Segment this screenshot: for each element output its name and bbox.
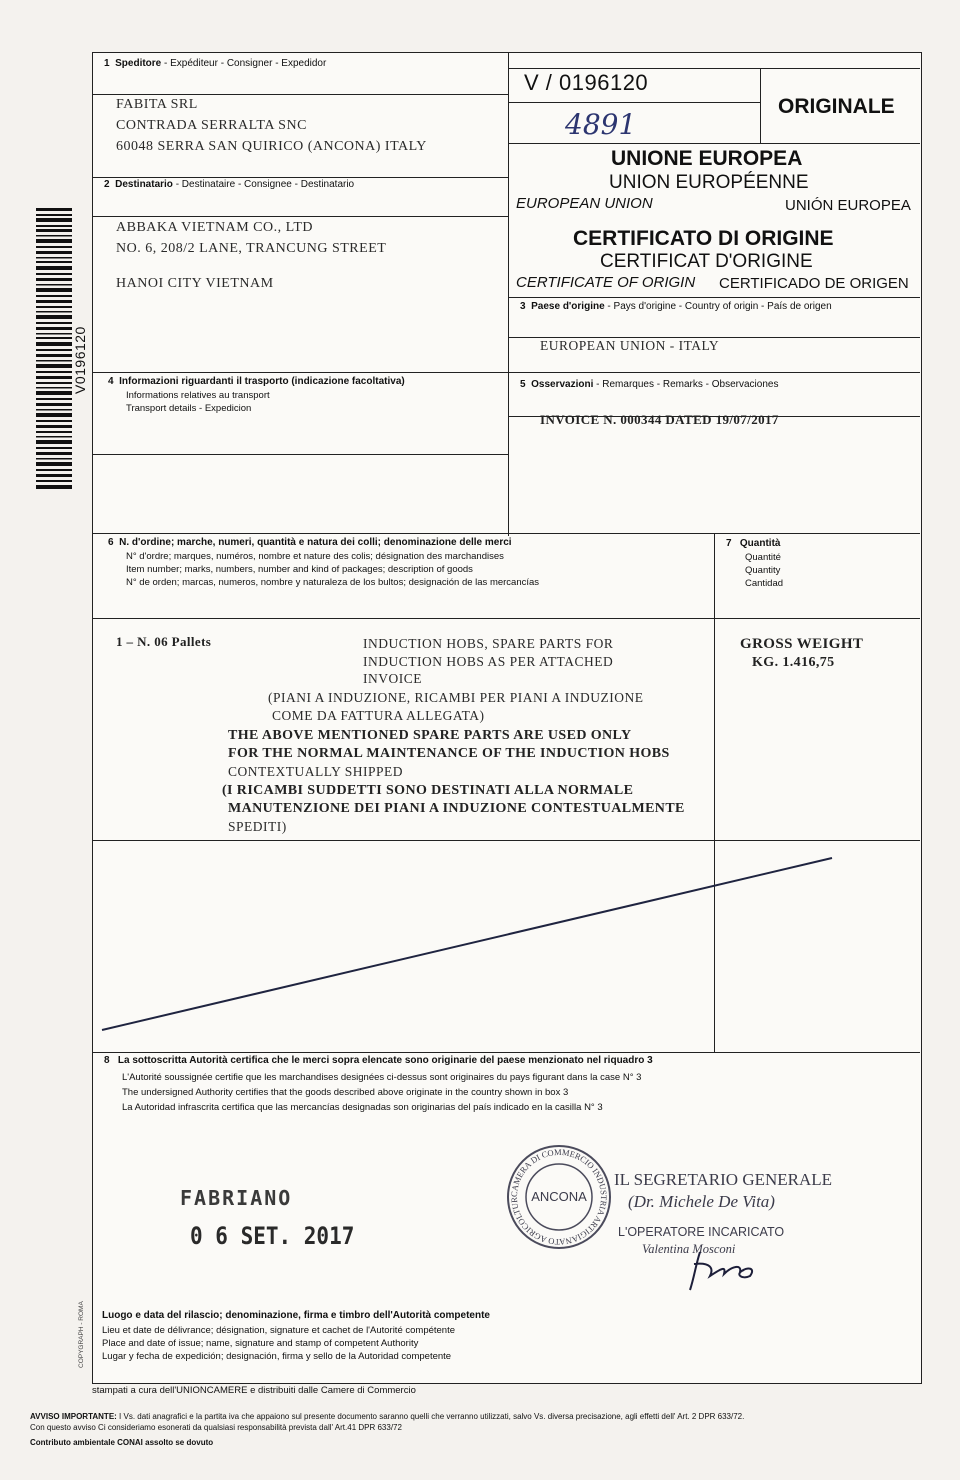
issue-date: 0 6 SET. 2017 xyxy=(190,1222,355,1250)
goods-desc-9: (I RICAMBI SUDDETTI SONO DESTINATI ALLA NORMALE xyxy=(222,783,634,798)
box4-sub-2: Transport details - Expedicion xyxy=(126,403,252,414)
divider-header-top xyxy=(508,143,920,144)
gross-weight-value: KG. 1.416,75 xyxy=(752,655,835,670)
divider-box2-title xyxy=(92,216,508,217)
barcode-graphic xyxy=(36,208,72,492)
box7-sub-3: Cantidad xyxy=(745,578,784,589)
gross-weight-label: GROSS WEIGHT xyxy=(740,636,864,652)
divider-box6-title xyxy=(92,618,920,619)
operator-signature xyxy=(680,1238,770,1294)
box8-sub-3: La Autoridad infrascrita certifica que las mercancías designadas son originarias del país indicado en la casilla N° 3 xyxy=(122,1102,603,1113)
serial-handwritten: 4891 xyxy=(565,108,637,141)
goods-desc-10: MANUTENZIONE DEI PIANI A INDUZIONE CONTESTUALMENTE xyxy=(228,801,685,816)
operator-name: Valentina Mosconi xyxy=(642,1242,736,1256)
box6-title: 6 N. d'ordine; marche, numeri, quantità e natura dei colli; denominazione delle merci xyxy=(108,537,512,548)
consignee-line-2: NO. 6, 208/2 LANE, TRANCUNG STREET xyxy=(116,241,387,256)
seal-center-text: ANCONA xyxy=(531,1189,587,1204)
divider-box2 xyxy=(92,177,508,178)
consigner-line-3: 60048 SERRA SAN QUIRICO (ANCONA) ITALY xyxy=(116,139,427,154)
consigner-line-2: CONTRADA SERRALTA SNC xyxy=(116,118,307,133)
consignee-line-1: ABBAKA VIETNAM CO., LTD xyxy=(116,220,314,235)
box8-sub-1: L'Autorité soussignée certifie que les marchandises designées ci-dessus sont originaires du pays figurant dans la case N° 3 xyxy=(122,1072,642,1083)
goods-desc-7: FOR THE NORMAL MAINTENANCE OF THE INDUCTION HOBS xyxy=(228,746,670,761)
conai-note: Contributo ambientale CONAI assolto se dovuto xyxy=(30,1438,214,1447)
goods-desc-6: THE ABOVE MENTIONED SPARE PARTS ARE USED ONLY xyxy=(228,728,632,743)
printed-by: stampati a cura dell'UNIONCAMERE e distribuiti dalle Camere di Commercio xyxy=(92,1385,416,1396)
issue-sub-1: Lieu et date de délivrance; désignation, signature et cachet de l'Autorité compétente xyxy=(102,1325,456,1336)
box3-title: 3 Paese d'origine - Pays d'origine - Country of origin - País de origen xyxy=(520,301,832,312)
box1-title: 1 Speditore - Expéditeur - Consigner - Expedidor xyxy=(104,58,327,69)
goods-desc-1: INDUCTION HOBS, SPARE PARTS FOR xyxy=(363,636,614,651)
cancel-line xyxy=(92,840,920,1052)
goods-desc-11: SPEDITI) xyxy=(228,819,287,834)
notice-line-1: AVVISO IMPORTANTE: I Vs. dati anagrafici e la partita iva che appaiono sul presente documento saranno quelli che verranno utilizzati, salvo Vs. diversa precisazione, agli effetti dell' Art. 2 DPR 633/72. xyxy=(30,1412,745,1421)
divider-mid-top xyxy=(508,52,509,536)
barcode xyxy=(36,208,72,492)
box4-title: 4 Informazioni riguardanti il trasporto (indicazione facoltativa) xyxy=(108,376,405,387)
box5-title: 5 Osservazioni - Remarques - Remarks - Observaciones xyxy=(520,379,779,390)
box2-title: 2 Destinatario - Destinataire - Consignee - Destinatario xyxy=(104,179,355,190)
invoice-remark: INVOICE N. 000344 DATED 19/07/2017 xyxy=(540,412,779,427)
union-fr: UNION EUROPÉENNE xyxy=(609,172,809,193)
divider-box4 xyxy=(92,372,920,373)
box8-title: 8 La sottoscritta Autorità certifica che le merci sopra elencate sono originarie del paese menzionato nel riquadro 3 xyxy=(104,1055,653,1066)
divider-box1-title xyxy=(92,94,508,95)
box4-sub-1: Informations relatives au transport xyxy=(126,390,270,401)
goods-desc-2: INDUCTION HOBS AS PER ATTACHED xyxy=(363,654,614,669)
divider-box4-title xyxy=(92,454,508,455)
divider-serial-bottom xyxy=(508,102,760,103)
goods-desc-8: CONTEXTUALLY SHIPPED xyxy=(228,764,404,779)
cert-fr: CERTIFICAT D'ORIGINE xyxy=(600,251,813,272)
goods-desc-4: (PIANI A INDUZIONE, RICAMBI PER PIANI A INDUZIONE xyxy=(268,690,644,705)
country-of-origin: EUROPEAN UNION - ITALY xyxy=(540,338,720,353)
box6-sub-1: N° d'ordre; marques, numéros, nombre et nature des colis; désignation des marchandises xyxy=(126,551,504,562)
originale-label: ORIGINALE xyxy=(778,95,895,118)
notice-line-2: Con questo avviso Ci consideriamo esonerati da qualsiasi responsabilità prevista dall' Art.41 DPR 633/72 xyxy=(30,1423,402,1432)
divider-serial-top xyxy=(508,68,920,69)
box6-sub-2: Item number; marks, numbers, number and kind of packages; description of goods xyxy=(126,564,473,575)
box6-sub-3: N° de orden; marcas, numeros, nombre y naturaleza de los bultos; designación de las mercancías xyxy=(126,577,540,588)
operator-title: L'OPERATORE INCARICATO xyxy=(618,1225,785,1239)
cert-it: CERTIFICATO DI ORIGINE xyxy=(573,227,834,250)
divider-box3 xyxy=(508,297,920,298)
consignee-line-3: HANOI CITY VIETNAM xyxy=(116,276,274,291)
marks-packages: 1 – N. 06 Pallets xyxy=(116,634,212,649)
cert-es: CERTIFICADO DE ORIGEN xyxy=(719,275,909,292)
chamber-seal xyxy=(505,1143,613,1251)
seal-graphic xyxy=(505,1143,613,1251)
box7-sub-1: Quantité xyxy=(745,552,781,563)
divider-box8 xyxy=(92,1052,920,1053)
secretary-name: (Dr. Michele De Vita) xyxy=(628,1192,775,1211)
box8-sub-2: The undersigned Authority certifies that the goods described above originate in the country shown in box 3 xyxy=(122,1087,569,1098)
cert-en: CERTIFICATE OF ORIGIN xyxy=(516,274,696,291)
goods-desc-5: COME DA FATTURA ALLEGATA) xyxy=(272,708,485,723)
serial-number: V / 0196120 xyxy=(524,70,649,95)
issue-sub-2: Place and date of issue; name, signature and stamp of competent Authority xyxy=(102,1338,419,1349)
box7-sub-2: Quantity xyxy=(745,565,781,576)
barcode-text: V0196120 xyxy=(72,326,88,394)
union-en: EUROPEAN UNION xyxy=(516,195,653,212)
issue-place: FABRIANO xyxy=(180,1186,293,1210)
issue-sub-3: Lugar y fecha de expedición; designación, firma y sello de la Autoridad competente xyxy=(102,1351,452,1362)
divider-originale xyxy=(760,68,761,143)
union-it: UNIONE EUROPEA xyxy=(611,147,803,170)
union-es: UNIÓN EUROPEA xyxy=(785,197,911,214)
secretary-title: IL SEGRETARIO GENERALE xyxy=(614,1170,833,1189)
issue-title: Luogo e data del rilascio; denominazione, firma e timbro dell'Autorità competente xyxy=(102,1310,490,1321)
seal-ring-text: CAMERA DI COMMERCIO INDUSTRIA ARTIGIANATO AGRICOLTUR xyxy=(508,1146,610,1248)
copyright-label: COPYGRAPH - ROMA xyxy=(78,1301,85,1368)
divider-box6 xyxy=(92,533,920,534)
consigner-line-1: FABITA SRL xyxy=(116,97,198,112)
box7-title: 7 Quantità xyxy=(726,538,781,549)
goods-desc-3: INVOICE xyxy=(363,671,422,686)
